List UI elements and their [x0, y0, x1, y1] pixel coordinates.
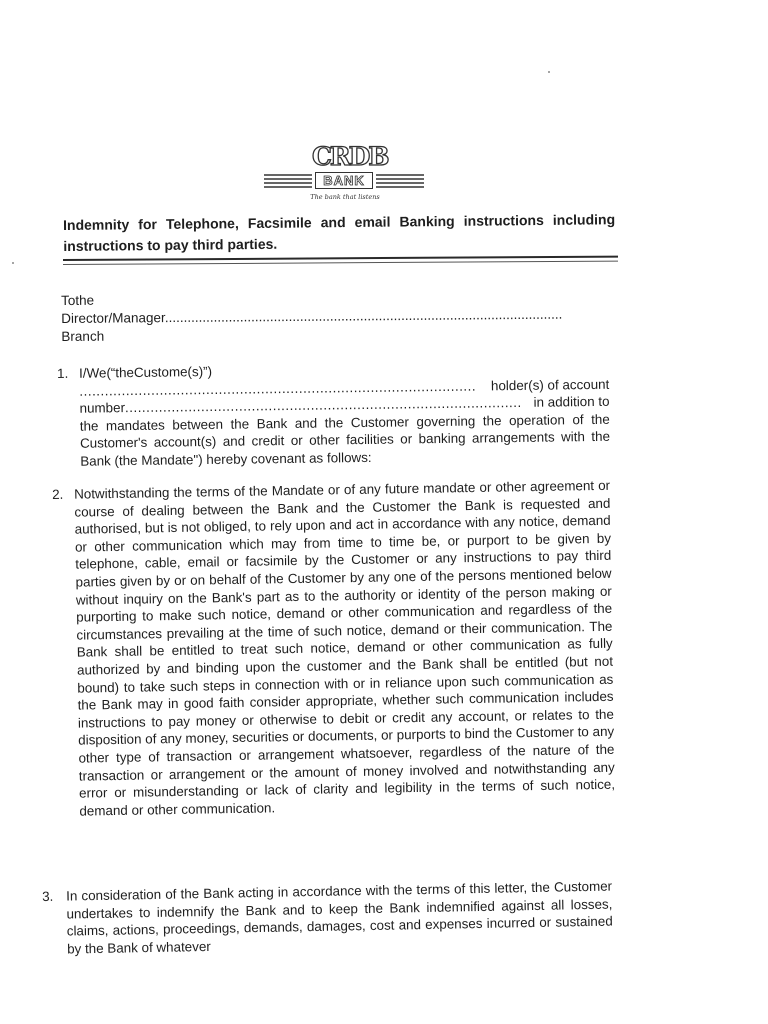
clause-1 — [57, 358, 610, 471]
clause-1-intro: I/We(“theCustome(s)”) — [79, 363, 213, 381]
clause-body — [79, 358, 610, 470]
address-to: Tothe — [61, 292, 95, 308]
clause-number: 1. — [57, 365, 69, 381]
clause-number: 3. — [42, 888, 54, 904]
clause-number: 2. — [52, 486, 64, 502]
clause-1-text: the mandates between the Bank and the Customer governing the operation of the Customer's account(s) and credit or other facilities or banking arrangements with the Bank (the Mandate") hereby covenant as follows: — [79, 411, 611, 469]
document-title: Indemnity for Telephone, Facsimile and email Banking instructions including instructions to pay third parties. — [63, 211, 616, 254]
address-director-label: Director/Manager — [61, 310, 165, 326]
addition-label: in addition to — [533, 393, 610, 410]
number-label: number — [79, 400, 126, 416]
scan-speck — [12, 262, 14, 264]
holder-label: holder(s) of account — [490, 376, 610, 393]
clause-3-text: In consideration of the Bank acting in accordance with the terms of this letter, the Customer undertakes to indemnify the Bank and to keep the Bank indemnified against all losses, claims, actions, proceedings, demands, damages, cost and expenses incurred or sustained by the Bank of whatever — [66, 878, 613, 957]
address-director-fill: .......................................................................................................... — [164, 306, 563, 326]
clause-3 — [42, 878, 613, 959]
customer-name-fill: .............................................................................................. — [79, 378, 477, 399]
scan-speck — [548, 71, 550, 73]
logo-bank-box: BANK — [315, 172, 373, 189]
clause-2 — [52, 477, 615, 820]
bank-logo — [262, 142, 428, 210]
account-number-fill: .............................................................................................. — [124, 395, 522, 416]
logo-wordmark: CRDB — [312, 142, 388, 171]
clause-2-text: Notwithstanding the terms of the Mandate or of any future mandate or other agreement or course of dealing between the Bank and the Customer the Bank is requested and authorised, but is not obliged, to rely upon and act in accordance with any notice, demand or other communication which may from time to time be, or purport to be given by telephone, cable, email or facsimile by the Customer or any instructions to pay third parties given by or on behalf of the Customer by any one of the persons mentioned below without inquiry on the Bank's part as to the authority or identity of the person making or purporting to make such notice, demand or other communication and regardless of the circumstances prevailing at the time of such notice, demand or their communication. The Bank shall be entitled to treat such notice, demand or other communication as fully authorized by and binding upon the customer and the Bank shall be entitled (but not bound) to take such steps in connection with or in reliance upon such communication as the Bank may in good faith consider appropriate, whether such communication includes instructions to pay money or otherwise to debit or credit any account, or relates to the disposition of any money, securities or documents, or purports to bind the Customer to any other type of transaction or arrangement whatsoever, regardless of the nature of the transaction or arrangement or the amount of money involved and notwithstanding any error or misunderstanding or lack of clarity and legibility in the terms of such notice, demand or other communication. — [74, 477, 616, 819]
address-branch: Branch — [61, 328, 105, 344]
title-divider-thin — [63, 261, 618, 265]
address-block — [61, 287, 606, 346]
logo-tagline: The bank that listens — [310, 193, 380, 201]
